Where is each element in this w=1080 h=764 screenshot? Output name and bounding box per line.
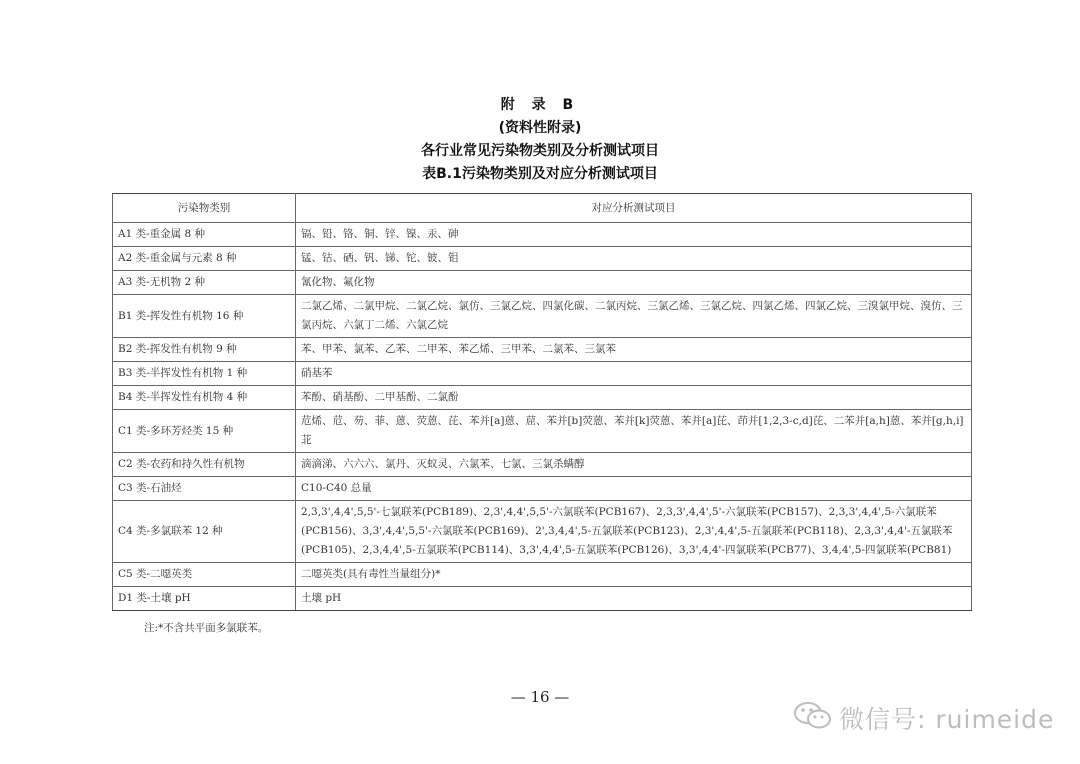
table-row — [113, 362, 972, 386]
appendix-title: 附 录 B — [500, 97, 580, 113]
items-cell: 土壤 pH — [296, 587, 972, 611]
items-cell: 滴滴涕、六六六、氯丹、灭蚁灵、六氯苯、七氯、三氯杀螨醇 — [296, 453, 972, 477]
table-header — [113, 194, 972, 223]
category-cell: A1 类-重金属 8 种 — [113, 223, 296, 247]
category-cell: C3 类-石油烃 — [113, 477, 296, 501]
table-row — [113, 453, 972, 477]
items-cell: 二氯乙烯、二氯甲烷、二氯乙烷、氯仿、三氯乙烷、四氯化碳、二氯丙烷、三氯乙烯、三氯乙烷、四氯乙烯、四氯乙烷、三溴氯甲烷、溴仿、三氯丙烷、六氯丁二烯、六氯乙烷 — [296, 295, 972, 338]
appendix-subtitle: (资料性附录) — [498, 120, 582, 136]
category-cell: B3 类-半挥发性有机物 1 种 — [113, 362, 296, 386]
category-cell: C1 类-多环芳烃类 15 种 — [113, 410, 296, 453]
table-row — [113, 271, 972, 295]
category-cell: B1 类-挥发性有机物 16 种 — [113, 295, 296, 338]
table-row — [113, 410, 972, 453]
items-cell: 镉、铅、铬、铜、锌、镍、汞、砷 — [296, 223, 972, 247]
category-cell: A3 类-无机物 2 种 — [113, 271, 296, 295]
items-cell: 苯酚、硝基酚、二甲基酚、二氯酚 — [296, 386, 972, 410]
column-header-items: 对应分析测试项目 — [296, 194, 972, 223]
table-note: 注:*不含共平面多氯联苯。 — [144, 622, 269, 634]
section-title: 各行业常见污染物类别及分析测试项目 — [421, 143, 659, 159]
column-header-category: 污染物类别 — [113, 194, 296, 223]
appendix-headings — [0, 94, 1080, 186]
category-cell: A2 类-重金属与元素 8 种 — [113, 247, 296, 271]
table-row — [113, 386, 972, 410]
items-cell: 苯、甲苯、氯苯、乙苯、二甲苯、苯乙烯、三甲苯、二氯苯、三氯苯 — [296, 338, 972, 362]
category-cell: B2 类-挥发性有机物 9 种 — [113, 338, 296, 362]
category-cell: C4 类-多氯联苯 12 种 — [113, 501, 296, 563]
watermark-text: 微信号: ruimeide — [839, 705, 1055, 734]
table-row — [113, 223, 972, 247]
category-cell: C2 类-农药和持久性有机物 — [113, 453, 296, 477]
wechat-icon — [793, 700, 833, 736]
table-row — [113, 477, 972, 501]
table-row — [113, 501, 972, 563]
page-number: — 16 — — [510, 688, 570, 706]
table-row — [113, 295, 972, 338]
items-cell: 氰化物、氟化物 — [296, 271, 972, 295]
items-cell: 硝基苯 — [296, 362, 972, 386]
items-cell: C10-C40 总量 — [296, 477, 972, 501]
items-cell: 2,3,3',4,4',5,5'-七氯联苯(PCB189)、2,3',4,4',5,5'-六氯联苯(PCB167)、2,3,3',4,4',5'-六氯联苯(PCB157)、2,3,3',4,4',5-六氯联苯(PCB156)、3,3',4,4',5,5'-六氯联苯(PCB169)、2',3,4,4',5-五氯联苯(PCB123)、2,3',4,4',5-五氯联苯(PCB118)、2,3,3',4,4'-五氯联苯(PCB105)、2,3,4,4',5-五氯联苯(PCB114)、3,3',4,4',5-五氯联苯(PCB126)、3,3',4,4'-四氯联苯(PCB77)、3,4,4',5-四氯联苯(PCB81) — [296, 501, 972, 563]
items-cell: 锰、钴、硒、钒、锑、铊、铍、钼 — [296, 247, 972, 271]
table-title: 表B.1污染物类别及对应分析测试项目 — [422, 166, 658, 182]
table-row — [113, 338, 972, 362]
category-cell: B4 类-半挥发性有机物 4 种 — [113, 386, 296, 410]
table-body — [113, 223, 972, 611]
table-header-row — [113, 194, 972, 223]
pollutant-table — [112, 193, 972, 611]
table-row — [113, 587, 972, 611]
category-cell: D1 类-土壤 pH — [113, 587, 296, 611]
category-cell: C5 类-二噁英类 — [113, 563, 296, 587]
items-cell: 二噁英类(具有毒性当量组分)* — [296, 563, 972, 587]
watermark — [793, 700, 1054, 736]
table-row — [113, 247, 972, 271]
items-cell: 苊烯、苊、芴、菲、蒽、荧蒽、芘、苯并[a]蒽、䓛、苯并[b]荧蒽、苯并[k]荧蒽、苯并[a]芘、茚并[1,2,3-c,d]芘、二苯并[a,h]蒽、苯并[g,h,i]苝 — [296, 410, 972, 453]
table-row — [113, 563, 972, 587]
